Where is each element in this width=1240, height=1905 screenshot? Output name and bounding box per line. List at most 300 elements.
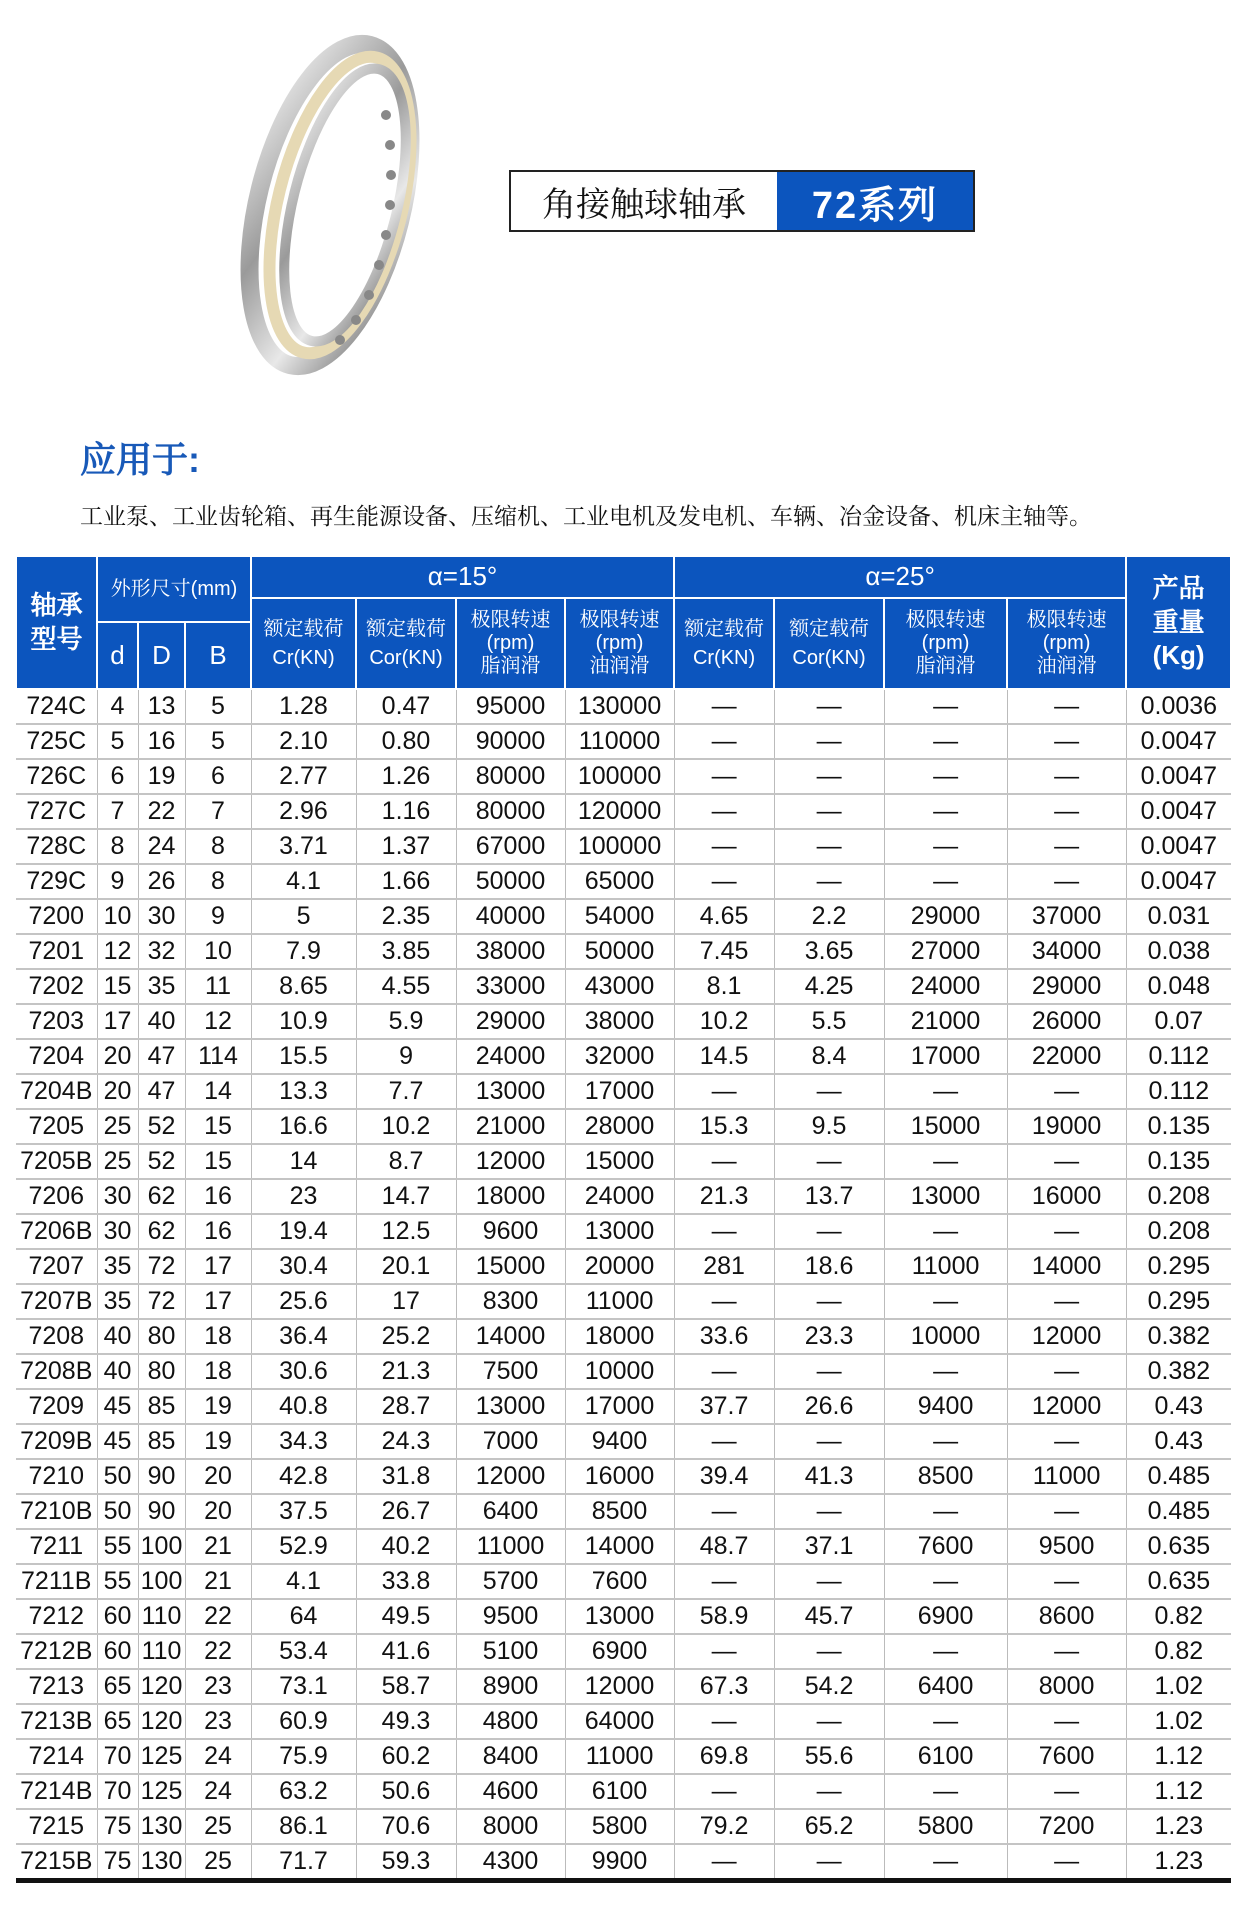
cell-cr15: 40.8 bbox=[251, 1389, 356, 1424]
header-label: (rpm) bbox=[486, 632, 535, 654]
cell-grease15: 13000 bbox=[456, 1074, 565, 1109]
table-row bbox=[16, 1214, 1231, 1249]
cell-oil25: 16000 bbox=[1007, 1179, 1126, 1214]
cell-weight: 0.048 bbox=[1126, 969, 1231, 1004]
cell-cor15: 25.2 bbox=[356, 1319, 456, 1354]
cell-cr25: — bbox=[674, 1144, 774, 1179]
cell-grease15: 21000 bbox=[456, 1109, 565, 1144]
cell-grease15: 38000 bbox=[456, 934, 565, 969]
cell-weight: 0.485 bbox=[1126, 1494, 1231, 1529]
cell-oil15: 8500 bbox=[565, 1494, 674, 1529]
cell-grease25: — bbox=[884, 1634, 1007, 1669]
cell-weight: 0.295 bbox=[1126, 1249, 1231, 1284]
cell-grease15: 29000 bbox=[456, 1004, 565, 1039]
cell-model: 7206 bbox=[16, 1179, 97, 1214]
cell-grease15: 80000 bbox=[456, 759, 565, 794]
header-label: (rpm) bbox=[921, 632, 970, 654]
cell-B: 16 bbox=[185, 1179, 251, 1214]
cell-grease25: 5800 bbox=[884, 1809, 1007, 1844]
cell-cr15: 19.4 bbox=[251, 1214, 356, 1249]
cell-D: 130 bbox=[138, 1844, 185, 1881]
cell-cr25: — bbox=[674, 1704, 774, 1739]
table-row bbox=[16, 934, 1231, 969]
table-row bbox=[16, 724, 1231, 759]
cell-oil15: 10000 bbox=[565, 1354, 674, 1389]
cell-B: 9 bbox=[185, 899, 251, 934]
cell-cor25: 8.4 bbox=[774, 1039, 884, 1074]
cell-weight: 0.0047 bbox=[1126, 794, 1231, 829]
cell-model: 7208B bbox=[16, 1354, 97, 1389]
cell-cr15: 5 bbox=[251, 899, 356, 934]
cell-grease15: 5100 bbox=[456, 1634, 565, 1669]
cell-d: 9 bbox=[97, 864, 138, 899]
cell-cr25: 69.8 bbox=[674, 1739, 774, 1774]
cell-cr25: 281 bbox=[674, 1249, 774, 1284]
cell-D: 62 bbox=[138, 1214, 185, 1249]
cell-d: 17 bbox=[97, 1004, 138, 1039]
cell-oil25: 12000 bbox=[1007, 1389, 1126, 1424]
cell-grease15: 9600 bbox=[456, 1214, 565, 1249]
cell-cr15: 86.1 bbox=[251, 1809, 356, 1844]
spec-table-body bbox=[16, 689, 1231, 1881]
cell-model: 7214B bbox=[16, 1774, 97, 1809]
cell-oil15: 17000 bbox=[565, 1389, 674, 1424]
cell-model: 7211 bbox=[16, 1529, 97, 1564]
table-row bbox=[16, 1389, 1231, 1424]
cell-oil15: 16000 bbox=[565, 1459, 674, 1494]
cell-d: 35 bbox=[97, 1249, 138, 1284]
cell-cr15: 34.3 bbox=[251, 1424, 356, 1459]
cell-weight: 1.02 bbox=[1126, 1669, 1231, 1704]
cell-cr25: 14.5 bbox=[674, 1039, 774, 1074]
table-row bbox=[16, 1039, 1231, 1074]
cell-oil15: 14000 bbox=[565, 1529, 674, 1564]
cell-B: 5 bbox=[185, 689, 251, 724]
cell-d: 20 bbox=[97, 1074, 138, 1109]
table-row bbox=[16, 899, 1231, 934]
cell-B: 17 bbox=[185, 1249, 251, 1284]
cell-weight: 0.208 bbox=[1126, 1214, 1231, 1249]
header-label: 极限转速 bbox=[470, 609, 551, 631]
cell-cr25: 7.45 bbox=[674, 934, 774, 969]
cell-d: 70 bbox=[97, 1774, 138, 1809]
cell-weight: 0.82 bbox=[1126, 1634, 1231, 1669]
cell-D: 90 bbox=[138, 1459, 185, 1494]
cell-oil25: — bbox=[1007, 1284, 1126, 1319]
cell-cr25: — bbox=[674, 829, 774, 864]
cell-oil25: — bbox=[1007, 1704, 1126, 1739]
cell-grease25: 29000 bbox=[884, 899, 1007, 934]
cell-oil15: 38000 bbox=[565, 1004, 674, 1039]
cell-cr15: 2.10 bbox=[251, 724, 356, 759]
cell-cor15: 7.7 bbox=[356, 1074, 456, 1109]
cell-D: 22 bbox=[138, 794, 185, 829]
cell-weight: 0.112 bbox=[1126, 1074, 1231, 1109]
cell-oil25: — bbox=[1007, 1844, 1126, 1881]
cell-cr15: 73.1 bbox=[251, 1669, 356, 1704]
cell-grease15: 13000 bbox=[456, 1389, 565, 1424]
cell-cor25: — bbox=[774, 759, 884, 794]
cell-weight: 0.0047 bbox=[1126, 864, 1231, 899]
cell-model: 7215B bbox=[16, 1844, 97, 1881]
cell-cr15: 75.9 bbox=[251, 1739, 356, 1774]
cell-cor15: 4.55 bbox=[356, 969, 456, 1004]
cell-oil25: — bbox=[1007, 864, 1126, 899]
cell-cor15: 21.3 bbox=[356, 1354, 456, 1389]
cell-d: 50 bbox=[97, 1459, 138, 1494]
table-row bbox=[16, 1424, 1231, 1459]
cell-grease25: 27000 bbox=[884, 934, 1007, 969]
cell-model: 7212B bbox=[16, 1634, 97, 1669]
cell-weight: 0.382 bbox=[1126, 1354, 1231, 1389]
cell-cor15: 49.3 bbox=[356, 1704, 456, 1739]
cell-D: 85 bbox=[138, 1389, 185, 1424]
cell-cr15: 60.9 bbox=[251, 1704, 356, 1739]
cell-grease25: 6900 bbox=[884, 1599, 1007, 1634]
cell-oil25: — bbox=[1007, 794, 1126, 829]
cell-D: 47 bbox=[138, 1039, 185, 1074]
cell-cr25: 79.2 bbox=[674, 1809, 774, 1844]
cell-cr15: 8.65 bbox=[251, 969, 356, 1004]
table-row bbox=[16, 1669, 1231, 1704]
cell-cr25: — bbox=[674, 1494, 774, 1529]
cell-B: 19 bbox=[185, 1424, 251, 1459]
cell-cor25: — bbox=[774, 724, 884, 759]
table-row bbox=[16, 1074, 1231, 1109]
cell-B: 10 bbox=[185, 934, 251, 969]
cell-grease25: 24000 bbox=[884, 969, 1007, 1004]
cell-D: 24 bbox=[138, 829, 185, 864]
cell-weight: 0.382 bbox=[1126, 1319, 1231, 1354]
cell-model: 7214 bbox=[16, 1739, 97, 1774]
header-alpha15: α=15° bbox=[251, 556, 674, 598]
cell-cr15: 30.4 bbox=[251, 1249, 356, 1284]
cell-B: 18 bbox=[185, 1354, 251, 1389]
cell-grease15: 12000 bbox=[456, 1144, 565, 1179]
table-row bbox=[16, 1529, 1231, 1564]
cell-grease25: — bbox=[884, 759, 1007, 794]
cell-cor25: — bbox=[774, 794, 884, 829]
cell-D: 19 bbox=[138, 759, 185, 794]
cell-oil15: 100000 bbox=[565, 829, 674, 864]
cell-model: 7210 bbox=[16, 1459, 97, 1494]
cell-cr25: 67.3 bbox=[674, 1669, 774, 1704]
cell-D: 52 bbox=[138, 1144, 185, 1179]
table-row bbox=[16, 1494, 1231, 1529]
cell-cor25: — bbox=[774, 689, 884, 724]
cell-cor25: 4.25 bbox=[774, 969, 884, 1004]
cell-oil15: 15000 bbox=[565, 1144, 674, 1179]
cell-oil15: 9900 bbox=[565, 1844, 674, 1881]
cell-cor25: 45.7 bbox=[774, 1599, 884, 1634]
cell-cr25: 37.7 bbox=[674, 1389, 774, 1424]
cell-oil15: 11000 bbox=[565, 1739, 674, 1774]
cell-D: 35 bbox=[138, 969, 185, 1004]
cell-cor15: 70.6 bbox=[356, 1809, 456, 1844]
table-row bbox=[16, 1564, 1231, 1599]
cell-grease15: 9500 bbox=[456, 1599, 565, 1634]
cell-B: 17 bbox=[185, 1284, 251, 1319]
cell-B: 22 bbox=[185, 1599, 251, 1634]
cell-oil25: 11000 bbox=[1007, 1459, 1126, 1494]
cell-cor25: 5.5 bbox=[774, 1004, 884, 1039]
table-row bbox=[16, 829, 1231, 864]
cell-D: 16 bbox=[138, 724, 185, 759]
table-row bbox=[16, 1634, 1231, 1669]
cell-grease15: 8000 bbox=[456, 1809, 565, 1844]
cell-grease15: 8900 bbox=[456, 1669, 565, 1704]
cell-cor15: 26.7 bbox=[356, 1494, 456, 1529]
cell-model: 724C bbox=[16, 689, 97, 724]
cell-grease25: — bbox=[884, 724, 1007, 759]
cell-weight: 1.23 bbox=[1126, 1809, 1231, 1844]
cell-cor15: 5.9 bbox=[356, 1004, 456, 1039]
cell-grease25: 7600 bbox=[884, 1529, 1007, 1564]
cell-B: 6 bbox=[185, 759, 251, 794]
cell-model: 729C bbox=[16, 864, 97, 899]
cell-model: 7213B bbox=[16, 1704, 97, 1739]
cell-model: 7205 bbox=[16, 1109, 97, 1144]
cell-oil25: — bbox=[1007, 1074, 1126, 1109]
header-label: 极限转速 bbox=[905, 609, 986, 631]
cell-cr15: 2.77 bbox=[251, 759, 356, 794]
cell-weight: 1.23 bbox=[1126, 1844, 1231, 1881]
cell-grease15: 5700 bbox=[456, 1564, 565, 1599]
cell-cor15: 10.2 bbox=[356, 1109, 456, 1144]
cell-cr15: 13.3 bbox=[251, 1074, 356, 1109]
cell-D: 26 bbox=[138, 864, 185, 899]
cell-B: 16 bbox=[185, 1214, 251, 1249]
cell-oil15: 11000 bbox=[565, 1284, 674, 1319]
cell-oil25: — bbox=[1007, 1354, 1126, 1389]
cell-D: 125 bbox=[138, 1739, 185, 1774]
cell-grease15: 18000 bbox=[456, 1179, 565, 1214]
cell-model: 725C bbox=[16, 724, 97, 759]
cell-B: 21 bbox=[185, 1529, 251, 1564]
cell-model: 7206B bbox=[16, 1214, 97, 1249]
cell-cr25: — bbox=[674, 1424, 774, 1459]
cell-D: 72 bbox=[138, 1249, 185, 1284]
cell-grease25: 15000 bbox=[884, 1109, 1007, 1144]
cell-grease25: 8500 bbox=[884, 1459, 1007, 1494]
cell-oil15: 6100 bbox=[565, 1774, 674, 1809]
cell-weight: 0.208 bbox=[1126, 1179, 1231, 1214]
cell-weight: 1.12 bbox=[1126, 1739, 1231, 1774]
table-row bbox=[16, 1144, 1231, 1179]
cell-B: 25 bbox=[185, 1809, 251, 1844]
cell-D: 62 bbox=[138, 1179, 185, 1214]
cell-model: 7209 bbox=[16, 1389, 97, 1424]
cell-B: 15 bbox=[185, 1144, 251, 1179]
cell-cr15: 2.96 bbox=[251, 794, 356, 829]
cell-oil25: — bbox=[1007, 759, 1126, 794]
table-row bbox=[16, 1739, 1231, 1774]
cell-d: 25 bbox=[97, 1144, 138, 1179]
cell-D: 80 bbox=[138, 1319, 185, 1354]
cell-B: 23 bbox=[185, 1669, 251, 1704]
cell-cor15: 31.8 bbox=[356, 1459, 456, 1494]
cell-grease15: 15000 bbox=[456, 1249, 565, 1284]
cell-grease15: 4600 bbox=[456, 1774, 565, 1809]
cell-oil15: 6900 bbox=[565, 1634, 674, 1669]
cell-cr25: — bbox=[674, 1844, 774, 1881]
cell-D: 100 bbox=[138, 1564, 185, 1599]
header-cor-15 bbox=[356, 598, 456, 689]
header-label: (rpm) bbox=[595, 632, 644, 654]
cell-model: 7203 bbox=[16, 1004, 97, 1039]
cell-cr25: — bbox=[674, 1774, 774, 1809]
cell-oil15: 28000 bbox=[565, 1109, 674, 1144]
cell-grease25: — bbox=[884, 1774, 1007, 1809]
cell-cr25: 39.4 bbox=[674, 1459, 774, 1494]
cell-d: 65 bbox=[97, 1669, 138, 1704]
cell-B: 11 bbox=[185, 969, 251, 1004]
cell-oil15: 20000 bbox=[565, 1249, 674, 1284]
cell-model: 728C bbox=[16, 829, 97, 864]
cell-oil15: 5800 bbox=[565, 1809, 674, 1844]
cell-D: 80 bbox=[138, 1354, 185, 1389]
cell-cor25: — bbox=[774, 1144, 884, 1179]
cell-cor25: 54.2 bbox=[774, 1669, 884, 1704]
cell-grease25: 13000 bbox=[884, 1179, 1007, 1214]
cell-d: 75 bbox=[97, 1844, 138, 1881]
cell-cor15: 1.16 bbox=[356, 794, 456, 829]
table-row bbox=[16, 1109, 1231, 1144]
cell-d: 35 bbox=[97, 1284, 138, 1319]
cell-oil15: 43000 bbox=[565, 969, 674, 1004]
cell-grease15: 6400 bbox=[456, 1494, 565, 1529]
cell-weight: 0.0047 bbox=[1126, 724, 1231, 759]
table-row bbox=[16, 1319, 1231, 1354]
header-cr-15 bbox=[251, 598, 356, 689]
table-row bbox=[16, 1249, 1231, 1284]
cell-oil25: 22000 bbox=[1007, 1039, 1126, 1074]
cell-B: 22 bbox=[185, 1634, 251, 1669]
cell-cor25: 3.65 bbox=[774, 934, 884, 969]
cell-d: 8 bbox=[97, 829, 138, 864]
cell-d: 70 bbox=[97, 1739, 138, 1774]
cell-D: 110 bbox=[138, 1599, 185, 1634]
cell-model: 726C bbox=[16, 759, 97, 794]
cell-D: 110 bbox=[138, 1634, 185, 1669]
header-label: 油润滑 bbox=[1036, 655, 1097, 677]
cell-cr25: — bbox=[674, 1354, 774, 1389]
cell-cr25: 4.65 bbox=[674, 899, 774, 934]
cell-oil25: 9500 bbox=[1007, 1529, 1126, 1564]
cell-cr25: — bbox=[674, 1074, 774, 1109]
header-label: 额定载荷 bbox=[789, 617, 870, 640]
cell-cor25: 9.5 bbox=[774, 1109, 884, 1144]
cell-cor15: 49.5 bbox=[356, 1599, 456, 1634]
cell-grease25: 6100 bbox=[884, 1739, 1007, 1774]
cell-cor15: 33.8 bbox=[356, 1564, 456, 1599]
cell-B: 7 bbox=[185, 794, 251, 829]
cell-B: 24 bbox=[185, 1739, 251, 1774]
cell-cr15: 4.1 bbox=[251, 1564, 356, 1599]
cell-grease25: — bbox=[884, 1144, 1007, 1179]
cell-B: 20 bbox=[185, 1459, 251, 1494]
header-label: 脂润滑 bbox=[480, 655, 541, 677]
header-B: B bbox=[185, 622, 251, 689]
header-label: 油润滑 bbox=[589, 655, 650, 677]
cell-D: 120 bbox=[138, 1669, 185, 1704]
table-row bbox=[16, 864, 1231, 899]
header-cr-25 bbox=[674, 598, 774, 689]
header-cor-25 bbox=[774, 598, 884, 689]
cell-oil25: — bbox=[1007, 1774, 1126, 1809]
cell-grease25: — bbox=[884, 1564, 1007, 1599]
cell-D: 30 bbox=[138, 899, 185, 934]
cell-cor15: 1.66 bbox=[356, 864, 456, 899]
cell-grease25: — bbox=[884, 1074, 1007, 1109]
cell-grease15: 95000 bbox=[456, 689, 565, 724]
cell-oil25: — bbox=[1007, 1144, 1126, 1179]
cell-D: 13 bbox=[138, 689, 185, 724]
cell-cor25: — bbox=[774, 864, 884, 899]
table-row bbox=[16, 759, 1231, 794]
cell-oil15: 17000 bbox=[565, 1074, 674, 1109]
header-label: 极限转速 bbox=[1026, 609, 1107, 631]
cell-grease25: — bbox=[884, 1214, 1007, 1249]
table-row bbox=[16, 689, 1231, 724]
cell-oil15: 65000 bbox=[565, 864, 674, 899]
header-label: Cr(KN) bbox=[692, 646, 756, 669]
cell-oil25: 7200 bbox=[1007, 1809, 1126, 1844]
cell-weight: 0.295 bbox=[1126, 1284, 1231, 1319]
table-row bbox=[16, 1179, 1231, 1214]
cell-oil15: 32000 bbox=[565, 1039, 674, 1074]
header-model-label: 轴承型号 bbox=[30, 589, 83, 654]
cell-model: 7207B bbox=[16, 1284, 97, 1319]
cell-weight: 0.038 bbox=[1126, 934, 1231, 969]
cell-cr15: 23 bbox=[251, 1179, 356, 1214]
header-alpha25: α=25° bbox=[674, 556, 1126, 598]
cell-weight: 0.635 bbox=[1126, 1529, 1231, 1564]
cell-cor25: — bbox=[774, 1634, 884, 1669]
table-row bbox=[16, 1459, 1231, 1494]
cell-cr15: 42.8 bbox=[251, 1459, 356, 1494]
cell-cr15: 15.5 bbox=[251, 1039, 356, 1074]
cell-oil15: 18000 bbox=[565, 1319, 674, 1354]
cell-cr15: 37.5 bbox=[251, 1494, 356, 1529]
cell-cor25: — bbox=[774, 1284, 884, 1319]
cell-grease15: 12000 bbox=[456, 1459, 565, 1494]
cell-D: 85 bbox=[138, 1424, 185, 1459]
cell-oil15: 64000 bbox=[565, 1704, 674, 1739]
cell-weight: 0.135 bbox=[1126, 1144, 1231, 1179]
cell-D: 47 bbox=[138, 1074, 185, 1109]
cell-cor25: — bbox=[774, 1354, 884, 1389]
cell-grease15: 50000 bbox=[456, 864, 565, 899]
cell-cor25: — bbox=[774, 1774, 884, 1809]
cell-oil25: — bbox=[1007, 724, 1126, 759]
cell-B: 25 bbox=[185, 1844, 251, 1881]
cell-cor25: — bbox=[774, 1214, 884, 1249]
cell-oil25: — bbox=[1007, 1564, 1126, 1599]
cell-grease15: 11000 bbox=[456, 1529, 565, 1564]
cell-model: 7207 bbox=[16, 1249, 97, 1284]
cell-cr15: 7.9 bbox=[251, 934, 356, 969]
cell-cor25: — bbox=[774, 1494, 884, 1529]
cell-model: 7201 bbox=[16, 934, 97, 969]
header-D: D bbox=[138, 622, 185, 689]
cell-grease25: — bbox=[884, 1284, 1007, 1319]
cell-grease25: — bbox=[884, 1494, 1007, 1529]
header-d: d bbox=[97, 622, 138, 689]
table-row bbox=[16, 969, 1231, 1004]
header-label: Cr(KN) bbox=[272, 646, 335, 669]
cell-model: 727C bbox=[16, 794, 97, 829]
